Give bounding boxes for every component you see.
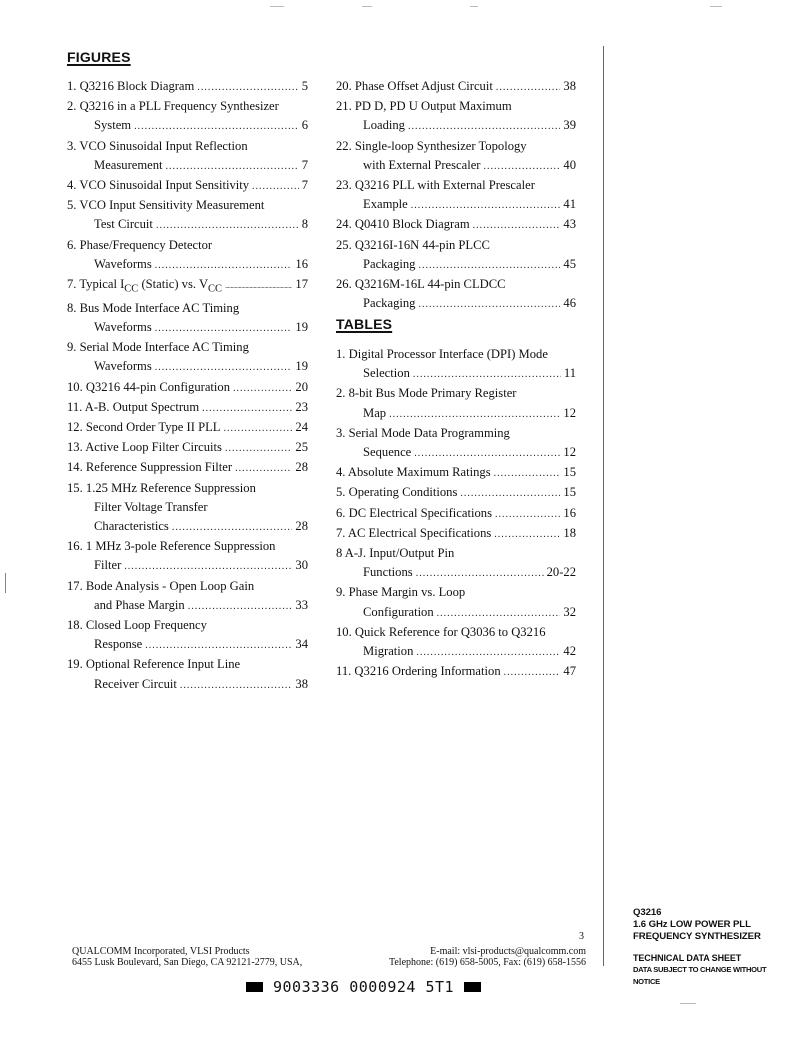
toc-entry bbox=[67, 616, 308, 655]
toc-entry bbox=[336, 662, 576, 682]
toc-entry-text: 3. Serial Mode Data Programming bbox=[336, 425, 510, 440]
toc-page-number: 7 bbox=[301, 157, 308, 172]
dot-leader bbox=[166, 157, 299, 176]
toc-entry-text: Filter bbox=[94, 558, 122, 573]
toc-page-number: 7 bbox=[301, 178, 308, 193]
toc-entry-text: 6. Phase/Frequency Detector bbox=[67, 237, 213, 252]
toc-entry bbox=[336, 97, 576, 136]
toc-page-number: 15 bbox=[563, 465, 576, 480]
dot-leader bbox=[418, 256, 560, 275]
toc-entry-text: Migration bbox=[363, 644, 414, 659]
toc-entry bbox=[336, 424, 576, 463]
toc-entry bbox=[67, 275, 308, 299]
product-title-2: FREQUENCY SYNTHESIZER bbox=[633, 931, 761, 942]
toc-page-number: 41 bbox=[563, 197, 576, 212]
toc-entry bbox=[336, 77, 576, 97]
dot-leader bbox=[172, 518, 293, 537]
toc-entry bbox=[67, 398, 308, 418]
toc-entry-text: Test Circuit bbox=[94, 217, 153, 232]
toc-entry bbox=[336, 236, 576, 275]
toc-entry bbox=[336, 345, 576, 384]
toc-entry bbox=[67, 577, 308, 616]
toc-entry-text: Configuration bbox=[363, 604, 434, 619]
toc-entry-text: 4. VCO Sinusoidal Input Sensitivity bbox=[67, 178, 250, 193]
toc-entry-text: Filter Voltage Transfer bbox=[94, 499, 208, 514]
toc-entry-title bbox=[67, 236, 308, 255]
toc-entry-text: Packaging bbox=[363, 296, 416, 311]
toc-page-number: 42 bbox=[563, 644, 576, 659]
toc-entry-title bbox=[336, 662, 576, 682]
toc-entry-continuation bbox=[336, 603, 576, 623]
toc-entry-title bbox=[67, 616, 308, 635]
toc-entry-text: Measurement bbox=[94, 157, 163, 172]
dot-leader bbox=[418, 295, 560, 314]
toc-entry-title bbox=[67, 458, 308, 478]
toc-entry bbox=[67, 176, 308, 196]
toc-entry-title bbox=[67, 398, 308, 418]
toc-entry-title bbox=[336, 77, 576, 97]
toc-entry-continuation bbox=[336, 563, 576, 583]
dot-leader bbox=[188, 597, 293, 616]
toc-entry-continuation bbox=[67, 635, 308, 655]
toc-entry-continuation bbox=[67, 255, 308, 275]
barcode-block-right bbox=[464, 982, 481, 992]
toc-entry-continuation bbox=[336, 156, 576, 176]
toc-entry bbox=[336, 483, 576, 503]
toc-entry bbox=[336, 583, 576, 622]
toc-entry-title bbox=[67, 338, 308, 357]
toc-entry bbox=[336, 176, 576, 215]
toc-entry-text: Receiver Circuit bbox=[94, 676, 177, 691]
toc-entry-text: 25. Q3216I-16N 44-pin PLCC bbox=[336, 237, 490, 252]
barcode-text: 9003336 0000924 5T1 bbox=[273, 978, 455, 996]
toc-page-number: 43 bbox=[563, 217, 576, 232]
toc-entry-title bbox=[336, 275, 576, 294]
barcode-block-left bbox=[246, 982, 263, 992]
toc-page-number: 12 bbox=[563, 445, 576, 460]
dot-leader bbox=[504, 663, 561, 682]
dot-leader bbox=[411, 196, 561, 215]
toc-entry-text: 6. DC Electrical Specifications bbox=[336, 505, 492, 520]
toc-entry-text: Sequence bbox=[363, 445, 412, 460]
dot-leader bbox=[494, 525, 560, 544]
toc-entry-text: 19. Optional Reference Input Line bbox=[67, 657, 241, 672]
doc-type: TECHNICAL DATA SHEET bbox=[633, 953, 742, 963]
toc-page-number: 46 bbox=[563, 296, 576, 311]
toc-entry bbox=[336, 137, 576, 176]
column-divider bbox=[603, 46, 604, 966]
dot-leader bbox=[416, 643, 560, 662]
dot-leader bbox=[413, 365, 561, 384]
toc-entry bbox=[67, 97, 308, 136]
toc-entry-text: 2. 8-bit Bus Mode Primary Register bbox=[336, 386, 517, 401]
toc-entry-continuation bbox=[67, 116, 308, 136]
toc-entry bbox=[67, 299, 308, 338]
barcode-strip bbox=[246, 977, 481, 997]
scan-mark bbox=[710, 6, 722, 7]
toc-entry-text: 15. 1.25 MHz Reference Suppression bbox=[67, 480, 256, 495]
toc-entry-title bbox=[67, 275, 308, 299]
change-notice: DATA SUBJECT TO CHANGE WITHOUT NOTICE bbox=[633, 965, 767, 986]
toc-page-number: 12 bbox=[563, 405, 576, 420]
toc-entry bbox=[67, 479, 308, 538]
toc-entry-title bbox=[336, 176, 576, 195]
toc-page-number: 28 bbox=[295, 518, 308, 533]
toc-entry bbox=[336, 544, 576, 583]
toc-page-number: 18 bbox=[563, 525, 576, 540]
toc-entry-text: 20. Phase Offset Adjust Circuit bbox=[336, 79, 493, 93]
page-number: 3 bbox=[579, 931, 584, 942]
toc-entry-title bbox=[336, 623, 576, 642]
dot-leader bbox=[197, 78, 298, 97]
toc-entry-text: 1. Digital Processor Interface (DPI) Mode bbox=[336, 347, 548, 361]
toc-entry-text: 11. Q3216 Ordering Information bbox=[336, 664, 501, 679]
figures-list-left bbox=[67, 77, 308, 695]
dot-leader bbox=[225, 439, 292, 458]
toc-entry-text: 10. Q3216 44-pin Configuration bbox=[67, 379, 231, 394]
scan-mark bbox=[270, 6, 284, 7]
figures-list-right bbox=[336, 77, 576, 314]
dot-leader bbox=[460, 484, 560, 503]
toc-page-number: 33 bbox=[295, 597, 308, 612]
toc-entry-text: Functions bbox=[363, 565, 413, 580]
toc-entry-text: 4. Absolute Maximum Ratings bbox=[336, 465, 491, 480]
toc-entry-text: 13. Active Loop Filter Circuits bbox=[67, 440, 222, 455]
company-name: QUALCOMM Incorporated, VLSI Products bbox=[72, 946, 250, 957]
toc-entry-continuation bbox=[336, 255, 576, 275]
dot-leader bbox=[389, 405, 560, 424]
toc-page-number: 47 bbox=[563, 664, 576, 679]
toc-entry-text: System bbox=[94, 118, 132, 133]
toc-page-number: 8 bbox=[301, 217, 308, 232]
tables-list bbox=[336, 345, 576, 682]
toc-entry-continuation bbox=[67, 517, 308, 537]
dot-leader bbox=[233, 379, 292, 398]
toc-page-number: 20-22 bbox=[546, 565, 576, 580]
toc-entry-text: 3. VCO Sinusoidal Input Reflection bbox=[67, 138, 248, 153]
toc-entry-continuation bbox=[336, 404, 576, 424]
toc-entry bbox=[336, 275, 576, 314]
toc-entry bbox=[67, 537, 308, 576]
toc-entry-title bbox=[67, 97, 308, 116]
toc-entry-text: 9. Phase Margin vs. Loop bbox=[336, 585, 466, 600]
dot-leader bbox=[225, 277, 292, 296]
toc-page-number: 11 bbox=[563, 366, 576, 381]
dot-leader bbox=[145, 636, 292, 655]
dot-leader bbox=[155, 358, 293, 377]
toc-entry-title bbox=[67, 299, 308, 318]
toc-entry-text: 26. Q3216M-16L 44-pin CLDCC bbox=[336, 277, 506, 292]
toc-entry-title bbox=[336, 215, 576, 235]
toc-entry bbox=[67, 655, 308, 694]
scan-mark bbox=[470, 6, 478, 7]
toc-entry-continuation bbox=[67, 156, 308, 176]
toc-entry-title bbox=[67, 655, 308, 674]
toc-entry-title bbox=[336, 345, 576, 364]
figures-heading: FIGURES bbox=[67, 49, 131, 65]
dot-leader bbox=[495, 505, 560, 524]
toc-page-number: 15 bbox=[563, 485, 576, 500]
toc-entry bbox=[67, 458, 308, 478]
toc-entry-text: and Phase Margin bbox=[94, 597, 185, 612]
phone-line: Telephone: (619) 658-5005, Fax: (619) 658-1556 bbox=[388, 957, 586, 968]
toc-entry-title bbox=[336, 544, 576, 563]
margin-mark bbox=[5, 573, 6, 593]
toc-page-number: 30 bbox=[295, 558, 308, 573]
toc-entry-text: Example bbox=[363, 197, 408, 212]
toc-entry-text: Map bbox=[363, 405, 387, 420]
dot-leader bbox=[494, 464, 561, 483]
toc-entry-title bbox=[336, 583, 576, 602]
toc-entry-text: 14. Reference Suppression Filter bbox=[67, 460, 233, 475]
toc-entry-continuation bbox=[336, 294, 576, 314]
toc-entry-text: 23. Q3216 PLL with External Prescaler bbox=[336, 178, 535, 193]
toc-entry bbox=[67, 137, 308, 176]
product-sidebar bbox=[633, 907, 783, 988]
toc-entry-title bbox=[336, 483, 576, 503]
toc-entry bbox=[67, 418, 308, 438]
toc-entry-text: 11. A-B. Output Spectrum bbox=[67, 399, 200, 414]
toc-page-number: 6 bbox=[301, 118, 308, 133]
toc-page-number: 45 bbox=[563, 256, 576, 271]
toc-entry-title bbox=[336, 384, 576, 403]
toc-entry-text: 10. Quick Reference for Q3036 to Q3216 bbox=[336, 624, 546, 639]
toc-entry-text: 8 A-J. Input/Output Pin bbox=[336, 546, 455, 561]
toc-page-number: 19 bbox=[295, 319, 308, 334]
email-line: E-mail: vlsi-products@qualcomm.com bbox=[430, 946, 586, 957]
dot-leader bbox=[180, 676, 293, 695]
toc-entry-continuation bbox=[67, 596, 308, 616]
dot-leader bbox=[473, 216, 561, 235]
toc-entry-title bbox=[67, 577, 308, 596]
toc-entry-text: Waveforms bbox=[94, 319, 152, 334]
toc-entry bbox=[67, 236, 308, 275]
toc-entry-continuation bbox=[336, 116, 576, 136]
toc-page-number: 23 bbox=[295, 399, 308, 414]
toc-page-number: 5 bbox=[301, 79, 308, 93]
toc-entry-title bbox=[67, 196, 308, 215]
toc-entry-continuation bbox=[67, 357, 308, 377]
toc-page-number: 38 bbox=[295, 676, 308, 691]
toc-page-number: 34 bbox=[295, 637, 308, 652]
toc-page-number: 16 bbox=[563, 505, 576, 520]
toc-page-number: 25 bbox=[295, 440, 308, 455]
toc-entry-text: 21. PD D, PD U Output Maximum bbox=[336, 99, 512, 114]
toc-page-number: 28 bbox=[295, 460, 308, 475]
toc-page-number: 39 bbox=[563, 118, 576, 133]
toc-entry-text: 1. Q3216 Block Diagram bbox=[67, 79, 195, 93]
toc-entry bbox=[336, 504, 576, 524]
toc-page-number: 20 bbox=[295, 379, 308, 394]
toc-entry-continuation bbox=[67, 675, 308, 695]
toc-entry-text: 5. VCO Input Sensitivity Measurement bbox=[67, 198, 265, 213]
toc-entry-text: Response bbox=[94, 637, 143, 652]
dot-leader bbox=[414, 444, 560, 463]
toc-entry-text: Waveforms bbox=[94, 256, 152, 271]
toc-entry-continuation bbox=[336, 195, 576, 215]
scan-mark bbox=[680, 1003, 696, 1004]
dot-leader bbox=[156, 216, 299, 235]
toc-entry-title bbox=[67, 418, 308, 438]
toc-entry-title bbox=[67, 378, 308, 398]
toc-entry-text: 18. Closed Loop Frequency bbox=[67, 618, 207, 632]
toc-entry-text: 7. Typical $I_{CC}$ (Static) vs. $V_{CC}$ bbox=[67, 277, 223, 295]
dot-leader bbox=[223, 419, 292, 438]
dot-leader bbox=[496, 78, 561, 97]
toc-entry-title bbox=[67, 137, 308, 156]
toc-entry-title bbox=[336, 524, 576, 544]
dot-leader bbox=[484, 157, 561, 176]
toc-entry-title bbox=[336, 463, 576, 483]
dot-leader bbox=[416, 564, 544, 583]
toc-entry-title bbox=[67, 77, 308, 97]
part-number: Q3216 bbox=[633, 907, 662, 918]
toc-entry-continuation bbox=[336, 642, 576, 662]
dot-leader bbox=[134, 117, 299, 136]
toc-entry-continuation bbox=[67, 556, 308, 576]
toc-entry bbox=[67, 77, 308, 97]
toc-entry-text: Selection bbox=[363, 366, 410, 381]
toc-entry-text: 12. Second Order Type II PLL bbox=[67, 419, 221, 434]
toc-entry-text: 8. Bus Mode Interface AC Timing bbox=[67, 300, 240, 315]
dot-leader bbox=[408, 117, 560, 136]
toc-entry bbox=[67, 196, 308, 235]
toc-entry-title bbox=[67, 479, 308, 498]
toc-entry-text: 2. Q3216 in a PLL Frequency Synthesizer bbox=[67, 99, 279, 114]
toc-entry-continuation bbox=[67, 318, 308, 338]
tables-heading: TABLES bbox=[336, 316, 393, 332]
toc-entry-continuation bbox=[67, 215, 308, 235]
toc-page-number: 19 bbox=[295, 359, 308, 374]
contact-info bbox=[389, 946, 586, 968]
toc-entry-text: 17. Bode Analysis - Open Loop Gain bbox=[67, 578, 255, 593]
toc-entry-text: Waveforms bbox=[94, 359, 152, 374]
dot-leader bbox=[155, 256, 293, 275]
toc-entry bbox=[67, 378, 308, 398]
toc-entry-text: with External Prescaler bbox=[363, 157, 481, 172]
toc-entry-title bbox=[67, 176, 308, 196]
toc-entry-title bbox=[67, 537, 308, 556]
toc-entry-text: 16. 1 MHz 3-pole Reference Suppression bbox=[67, 539, 276, 554]
toc-entry-text: 9. Serial Mode Interface AC Timing bbox=[67, 340, 249, 355]
product-title-1: 1.6 GHz LOW POWER PLL bbox=[633, 919, 751, 930]
toc-entry-text: 22. Single-loop Synthesizer Topology bbox=[336, 138, 527, 153]
toc-entry-title bbox=[336, 424, 576, 443]
company-address bbox=[72, 946, 302, 968]
toc-entry-text: Characteristics bbox=[94, 518, 169, 533]
toc-page-number: 38 bbox=[563, 79, 576, 93]
toc-entry-continuation bbox=[336, 364, 576, 384]
scan-mark bbox=[362, 6, 372, 7]
toc-page-number: 32 bbox=[563, 604, 576, 619]
toc-page-number: 24 bbox=[295, 419, 308, 434]
toc-page-number: 17 bbox=[295, 277, 308, 292]
toc-entry bbox=[67, 438, 308, 458]
toc-entry bbox=[67, 338, 308, 377]
toc-page-number: 40 bbox=[563, 157, 576, 172]
toc-entry-text: Packaging bbox=[363, 256, 416, 271]
dot-leader bbox=[252, 177, 299, 196]
toc-entry bbox=[336, 623, 576, 662]
toc-entry bbox=[336, 463, 576, 483]
street-address: 6455 Lusk Boulevard, San Diego, CA 92121-2779, USA, bbox=[72, 957, 303, 968]
toc-entry-continuation bbox=[336, 443, 576, 463]
toc-page-number: 16 bbox=[295, 256, 308, 271]
toc-entry bbox=[336, 384, 576, 423]
toc-entry-text: 24. Q0410 Block Diagram bbox=[336, 217, 470, 232]
dot-leader bbox=[202, 399, 292, 418]
dot-leader bbox=[155, 319, 293, 338]
toc-entry bbox=[336, 215, 576, 235]
dot-leader bbox=[235, 459, 292, 478]
toc-entry-text: 5. Operating Conditions bbox=[336, 485, 458, 500]
toc-entry-title bbox=[336, 236, 576, 255]
toc-entry-title bbox=[336, 504, 576, 524]
toc-entry-title bbox=[67, 438, 308, 458]
toc-entry-title bbox=[336, 97, 576, 116]
toc-entry-title bbox=[336, 137, 576, 156]
dot-leader bbox=[437, 604, 561, 623]
toc-entry bbox=[336, 524, 576, 544]
toc-entry-continuation bbox=[67, 498, 308, 517]
toc-entry-text: Loading bbox=[363, 118, 405, 133]
toc-entry-text: 7. AC Electrical Specifications bbox=[336, 525, 492, 540]
dot-leader bbox=[124, 557, 292, 576]
